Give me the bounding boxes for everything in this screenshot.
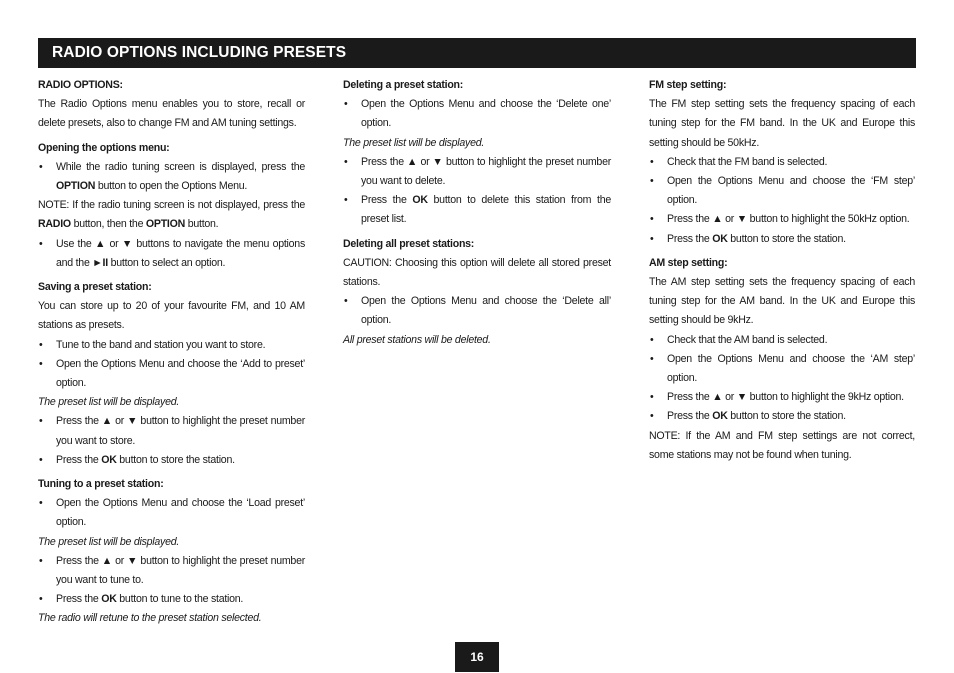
saving-preset-list-a [38, 336, 305, 394]
list-item: • Open the Options Menu and choose the ‘Load preset’ option. [38, 494, 305, 532]
saving-preset-intro: You can store up to 20 of your favourite FM, and 10 AM stations as presets. [38, 300, 305, 332]
list-item: • Check that the AM band is selected. [649, 331, 915, 350]
list-item: • While the radio tuning screen is displayed, press the OPTION button to open the Options Menu. [38, 158, 305, 196]
page-number: 16 [455, 642, 499, 672]
list-item: • Press the OK button to tune to the station. [38, 590, 305, 609]
navigate-options-list [38, 235, 305, 273]
fm-step-list [649, 153, 915, 249]
saving-preset-heading: Saving a preset station: [38, 281, 152, 294]
list-item: • Press the ▲ or ▼ button to highlight the 50kHz option. [649, 210, 915, 229]
list-item: • Open the Options Menu and choose the ‘AM step’ option. [649, 350, 915, 388]
list-item: • Press the OK button to store the station. [649, 407, 915, 426]
am-step-intro: The AM step setting sets the frequency spacing of each tuning step for the AM band. In the UK and Europe this setting should be 9kHz. [649, 276, 915, 327]
deleting-all-list [343, 292, 611, 330]
tuning-preset-result: The radio will retune to the preset station selected. [38, 612, 262, 625]
deleting-all-caution: CAUTION: Choosing this option will delete all stored preset stations. [343, 256, 611, 289]
radio-options-heading: RADIO OPTIONS: [38, 79, 123, 91]
saving-preset-list-b [38, 412, 305, 470]
saving-preset-italic: The preset list will be displayed. [38, 396, 180, 409]
tuning-preset-list-b [38, 552, 305, 610]
tuning-preset-italic: The preset list will be displayed. [38, 535, 180, 548]
section-header [38, 38, 916, 68]
deleting-preset-italic: The preset list will be displayed. [343, 136, 485, 149]
list-item: • Open the Options Menu and choose the ‘Add to preset’ option. [38, 355, 305, 393]
opening-options-list [38, 158, 305, 196]
play-pause-icon: ►II [92, 256, 108, 269]
list-item: • Press the OK button to delete this station from the preset list. [343, 191, 611, 229]
step-settings-note: NOTE: If the AM and FM step settings are not correct, some stations may not be found when tuning. [649, 429, 915, 461]
list-item: • Press the ▲ or ▼ button to highlight the preset number you want to delete. [343, 153, 611, 191]
list-item: • Tune to the band and station you want to store. [38, 336, 305, 355]
list-item: • Press the ▲ or ▼ button to highlight the preset number you want to store. [38, 412, 305, 450]
section-title: RADIO OPTIONS INCLUDING PRESETS [52, 44, 347, 61]
list-item: • Check that the FM band is selected. [649, 153, 915, 172]
left-column [38, 76, 305, 629]
deleting-preset-heading: Deleting a preset station: [343, 79, 464, 91]
tuning-preset-heading: Tuning to a preset station: [38, 478, 164, 491]
deleting-preset-list-a [343, 95, 611, 133]
middle-column [343, 76, 611, 350]
list-item: • Press the ▲ or ▼ button to highlight the preset number you want to tune to. [38, 552, 305, 590]
fm-step-intro: The FM step setting sets the frequency spacing of each tuning step for the FM band. In the UK and Europe this setting should be 50kHz. [649, 98, 915, 149]
tuning-preset-list-a [38, 494, 305, 532]
fm-step-heading: FM step setting: [649, 79, 727, 91]
deleting-preset-list-b [343, 153, 611, 230]
opening-options-heading: Opening the options menu: [38, 141, 170, 154]
list-item: • Open the Options Menu and choose the ‘Delete one’ option. [343, 95, 611, 133]
list-item: • Use the ▲ or ▼ buttons to navigate the menu options and the ►II button to select an option. [38, 235, 305, 273]
am-step-list [649, 331, 915, 427]
deleting-all-italic: All preset stations will be deleted. [343, 333, 491, 346]
radio-button-note: NOTE: If the radio tuning screen is not displayed, press the RADIO button, then the OPTION button. [38, 199, 305, 231]
right-column [649, 76, 915, 465]
list-item: • Press the OK button to store the station. [649, 230, 915, 249]
deleting-all-heading: Deleting all preset stations: [343, 237, 475, 250]
list-item: • Press the OK button to store the station. [38, 451, 305, 470]
radio-options-intro: The Radio Options menu enables you to store, recall or delete presets, also to change FM and AM tuning settings. [38, 98, 305, 130]
am-step-heading: AM step setting: [649, 256, 728, 269]
list-item: • Press the ▲ or ▼ button to highlight the 9kHz option. [649, 388, 915, 407]
list-item: • Open the Options Menu and choose the ‘Delete all’ option. [343, 292, 611, 330]
list-item: • Open the Options Menu and choose the ‘FM step’ option. [649, 172, 915, 210]
